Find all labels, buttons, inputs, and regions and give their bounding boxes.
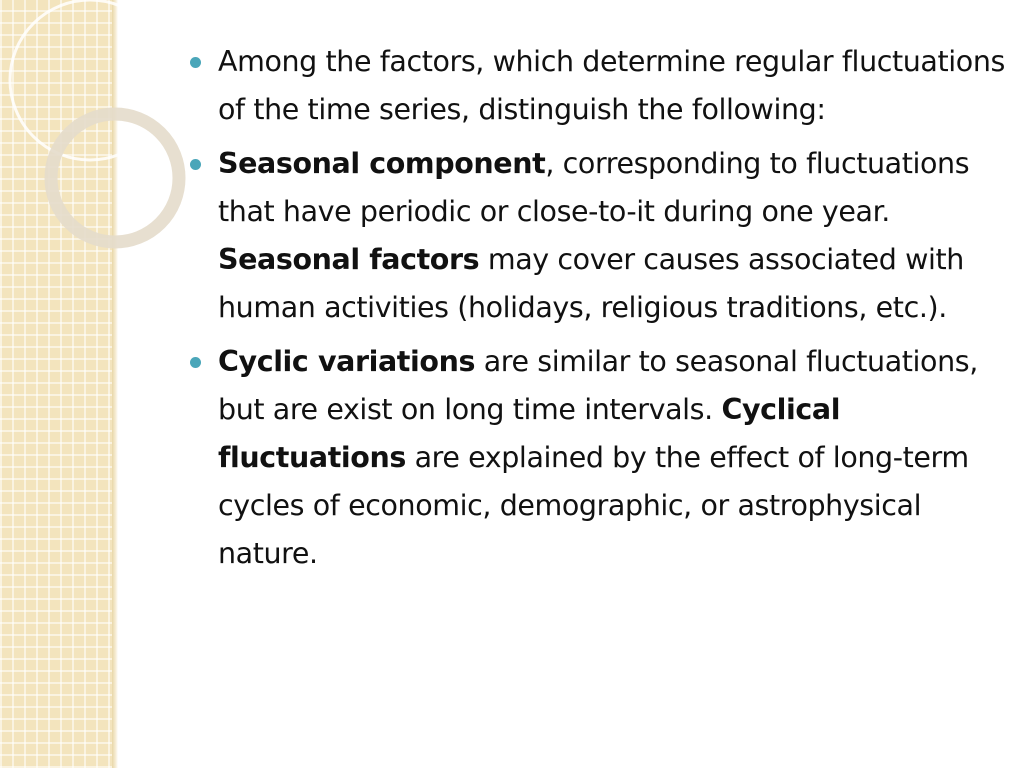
term-cyclical-fluctuations: Cyclical fluctuations (218, 393, 841, 474)
bullet-text: are similar to seasonal fluctuations, but are exist on long time intervals. (218, 345, 978, 426)
bullet-dot-icon (190, 57, 201, 68)
lower-ring (51, 114, 179, 242)
bullet-item-factors (186, 38, 1006, 134)
term-seasonal-component: Seasonal component (218, 147, 546, 180)
decorative-rings (0, 0, 200, 260)
bullet-text: are explained by the effect of long-term cycles of economic, demographic, or astrophysical nature. (218, 441, 969, 570)
upper-ring (10, 0, 170, 160)
bullet-dot-icon (190, 357, 201, 368)
bullet-item-cyclic (186, 338, 1006, 578)
bullet-text: Among the factors, which determine regular fluctuations of the time series, distinguish the following: (218, 45, 1005, 126)
term-seasonal-factors: Seasonal factors (218, 243, 480, 276)
bullet-text: may cover causes associated with human activities (holidays, religious traditions, etc.). (218, 243, 964, 324)
bullet-list (186, 38, 1006, 584)
term-cyclic-variations: Cyclic variations (218, 345, 476, 378)
bullet-item-seasonal (186, 140, 1006, 332)
bullet-dot-icon (190, 159, 201, 170)
bullet-text: , corresponding to fluctuations that have periodic or close-to-it during one year. (218, 147, 970, 228)
